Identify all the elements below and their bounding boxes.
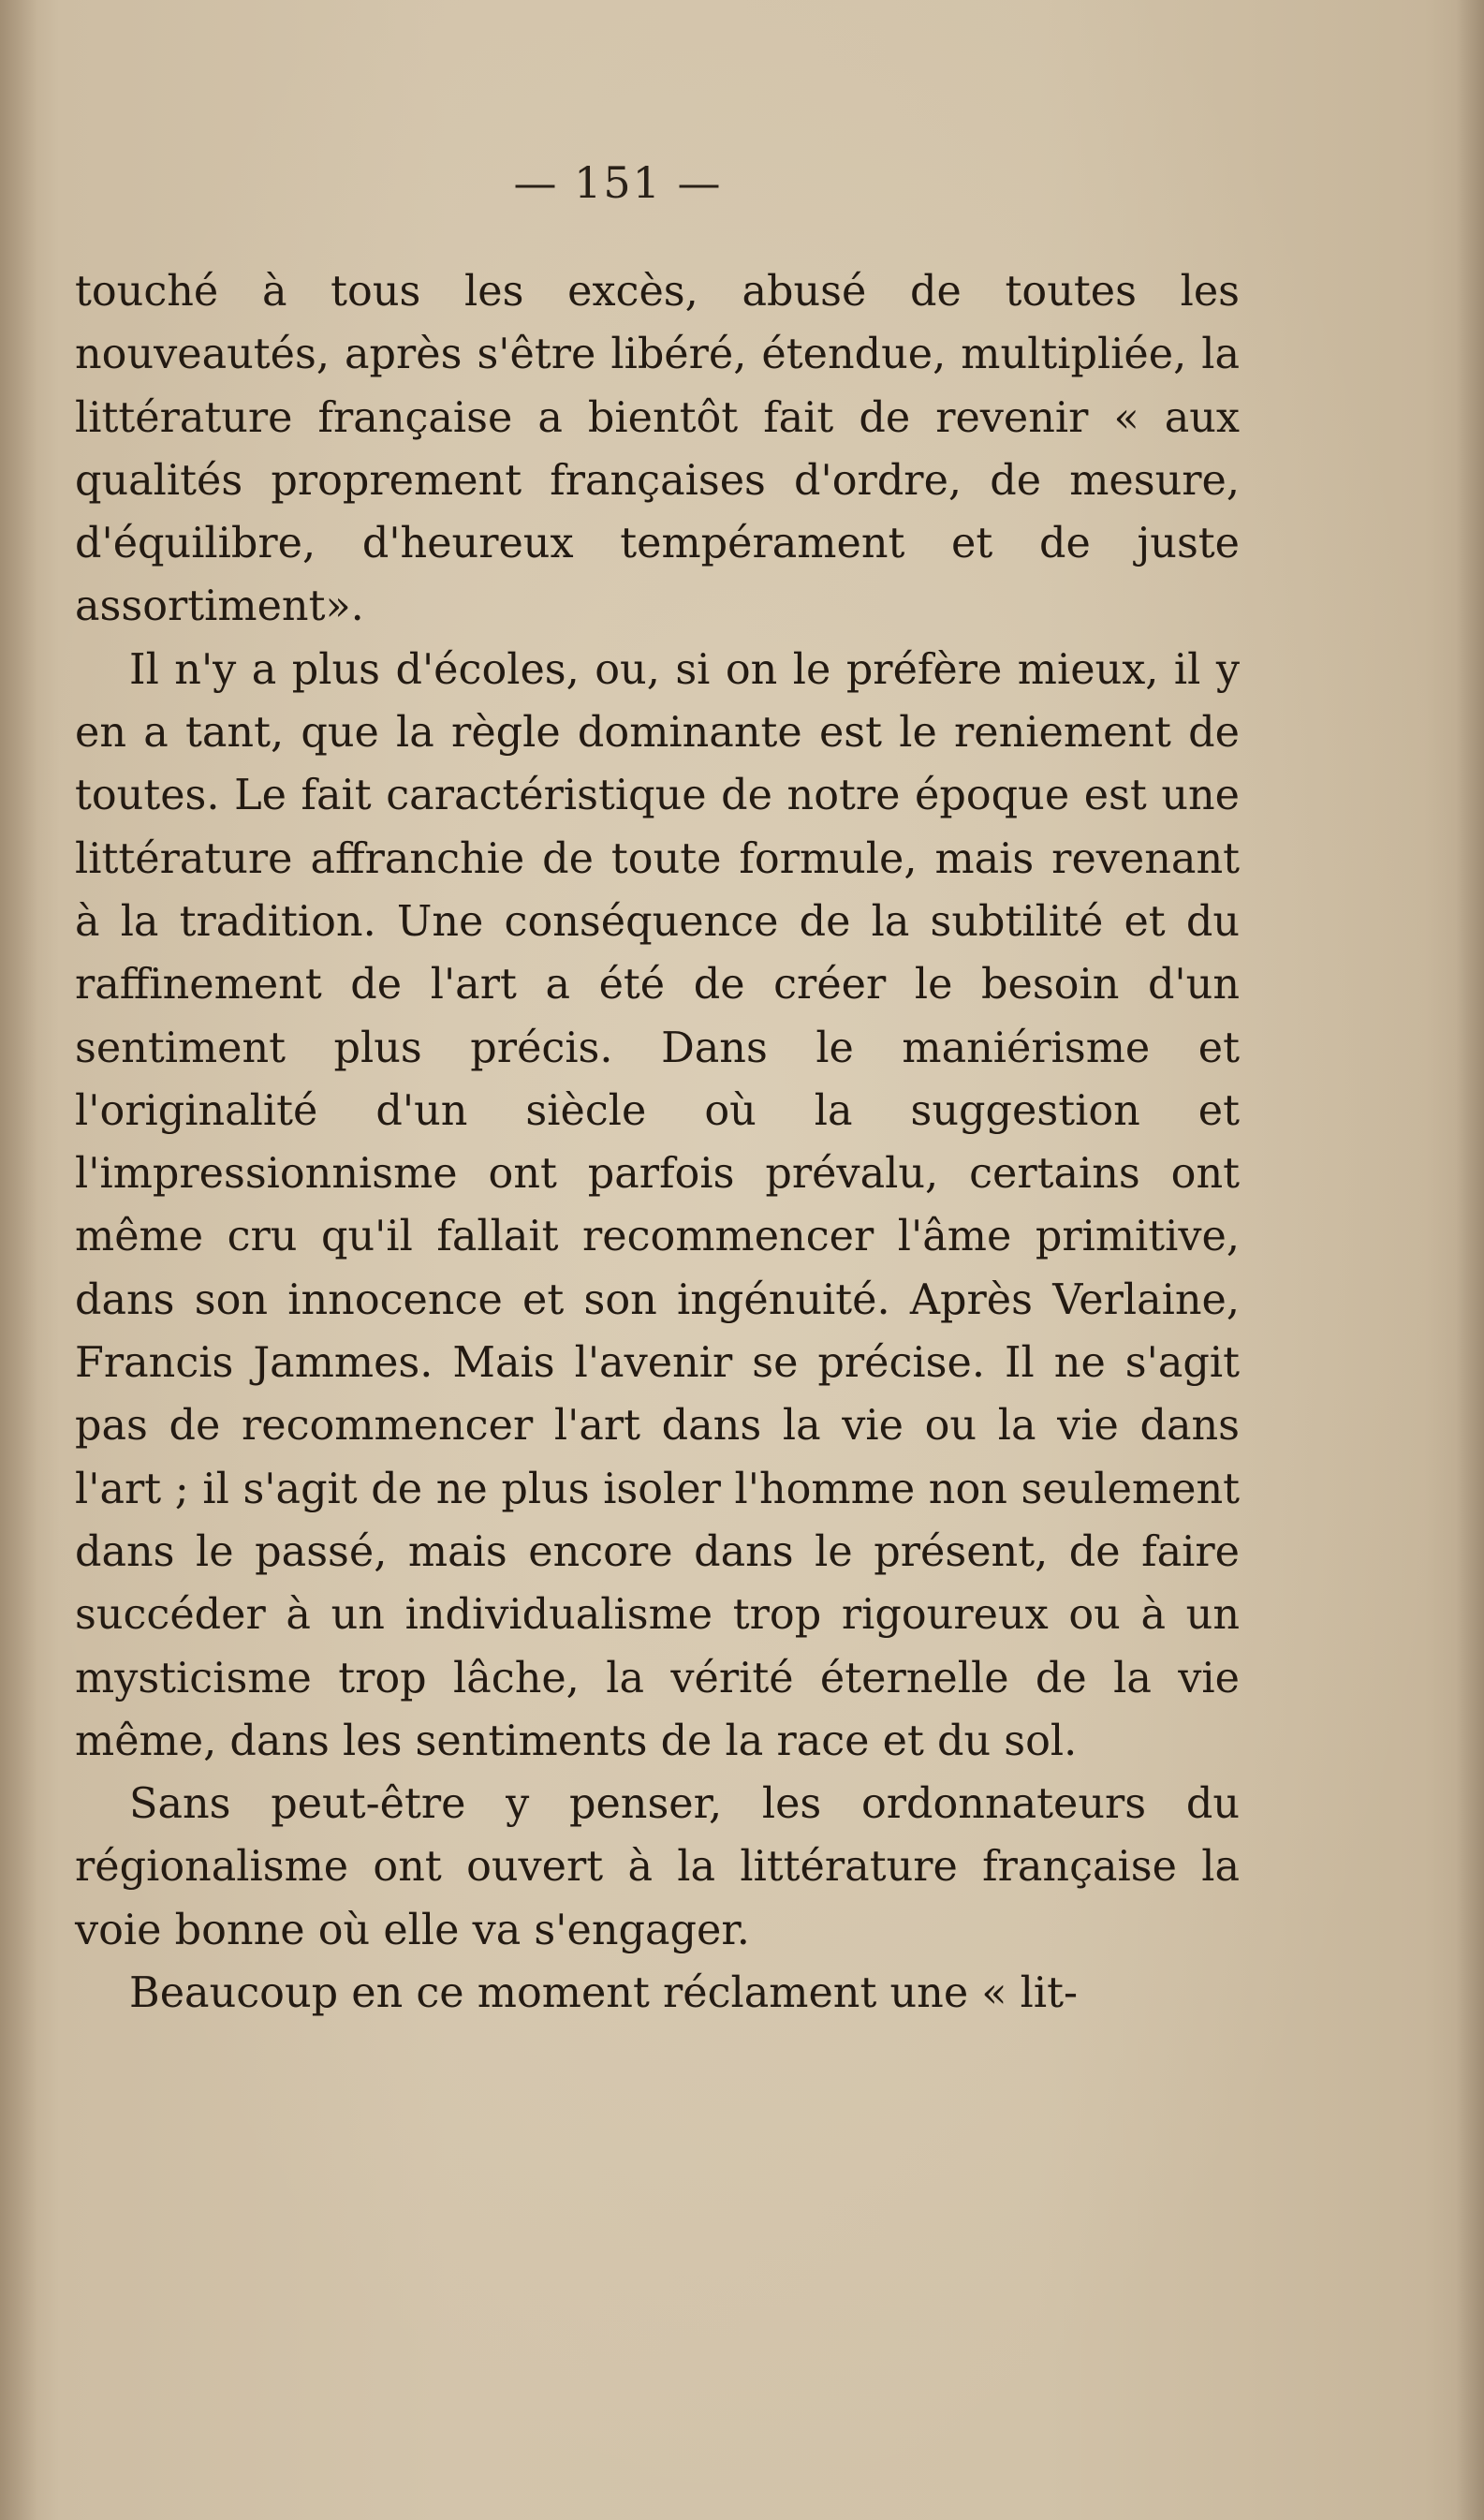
paragraph: Il n'y a plus d'écoles, ou, si on le préfère mieux, il y en a tant, que la règle dominante est le reniement de toutes. Le fait caractéristique de notre époque est une littérature affranchie de toute formule, mais revenant à la tradition. Une conséquence de la subtilité et du raffinement de l'art a été de créer le besoin d'un sentiment plus précis. Dans le maniérisme et l'originalité d'un siècle où la suggestion et l'impressionnisme ont parfois prévalu, certains ont même cru qu'il fallait recommencer l'âme primitive, dans son innocence et son ingénuité. Après Verlaine, Francis Jammes. Mais l'avenir se précise. Il ne s'agit pas de recommencer l'art dans la vie ou la vie dans l'art ; il s'agit de ne plus isoler l'homme non seulement dans le passé, mais encore dans le présent, de faire succéder à un individualisme trop rigoureux ou à un mysticisme trop lâche, la vérité éternelle de la vie même, dans les sentiments de la race et du sol. <box>75 645 1240 1765</box>
paragraph-continued: touché à tous les excès, abusé de toutes les nouveautés, après s'être libéré, étendue, multipliée, la littérature française a bientôt fait de revenir « aux qualités proprement françaises d'ordre, de mesure, d'équilibre, d'heureux tempérament et de juste assortiment». <box>75 268 1240 631</box>
paragraph: Beaucoup en ce moment réclament une « lit- <box>129 1969 1079 2018</box>
paragraph: Sans peut-être y penser, les ordonnateurs du régionalisme ont ouvert à la littérature française la voie bonne où elle va s'engager. <box>75 1780 1240 1954</box>
page-edge-shadow-right <box>1456 0 1484 2520</box>
page-edge-shadow-left <box>0 0 37 2520</box>
page-number: — 151 — <box>513 157 723 208</box>
body-text <box>75 260 1240 2025</box>
